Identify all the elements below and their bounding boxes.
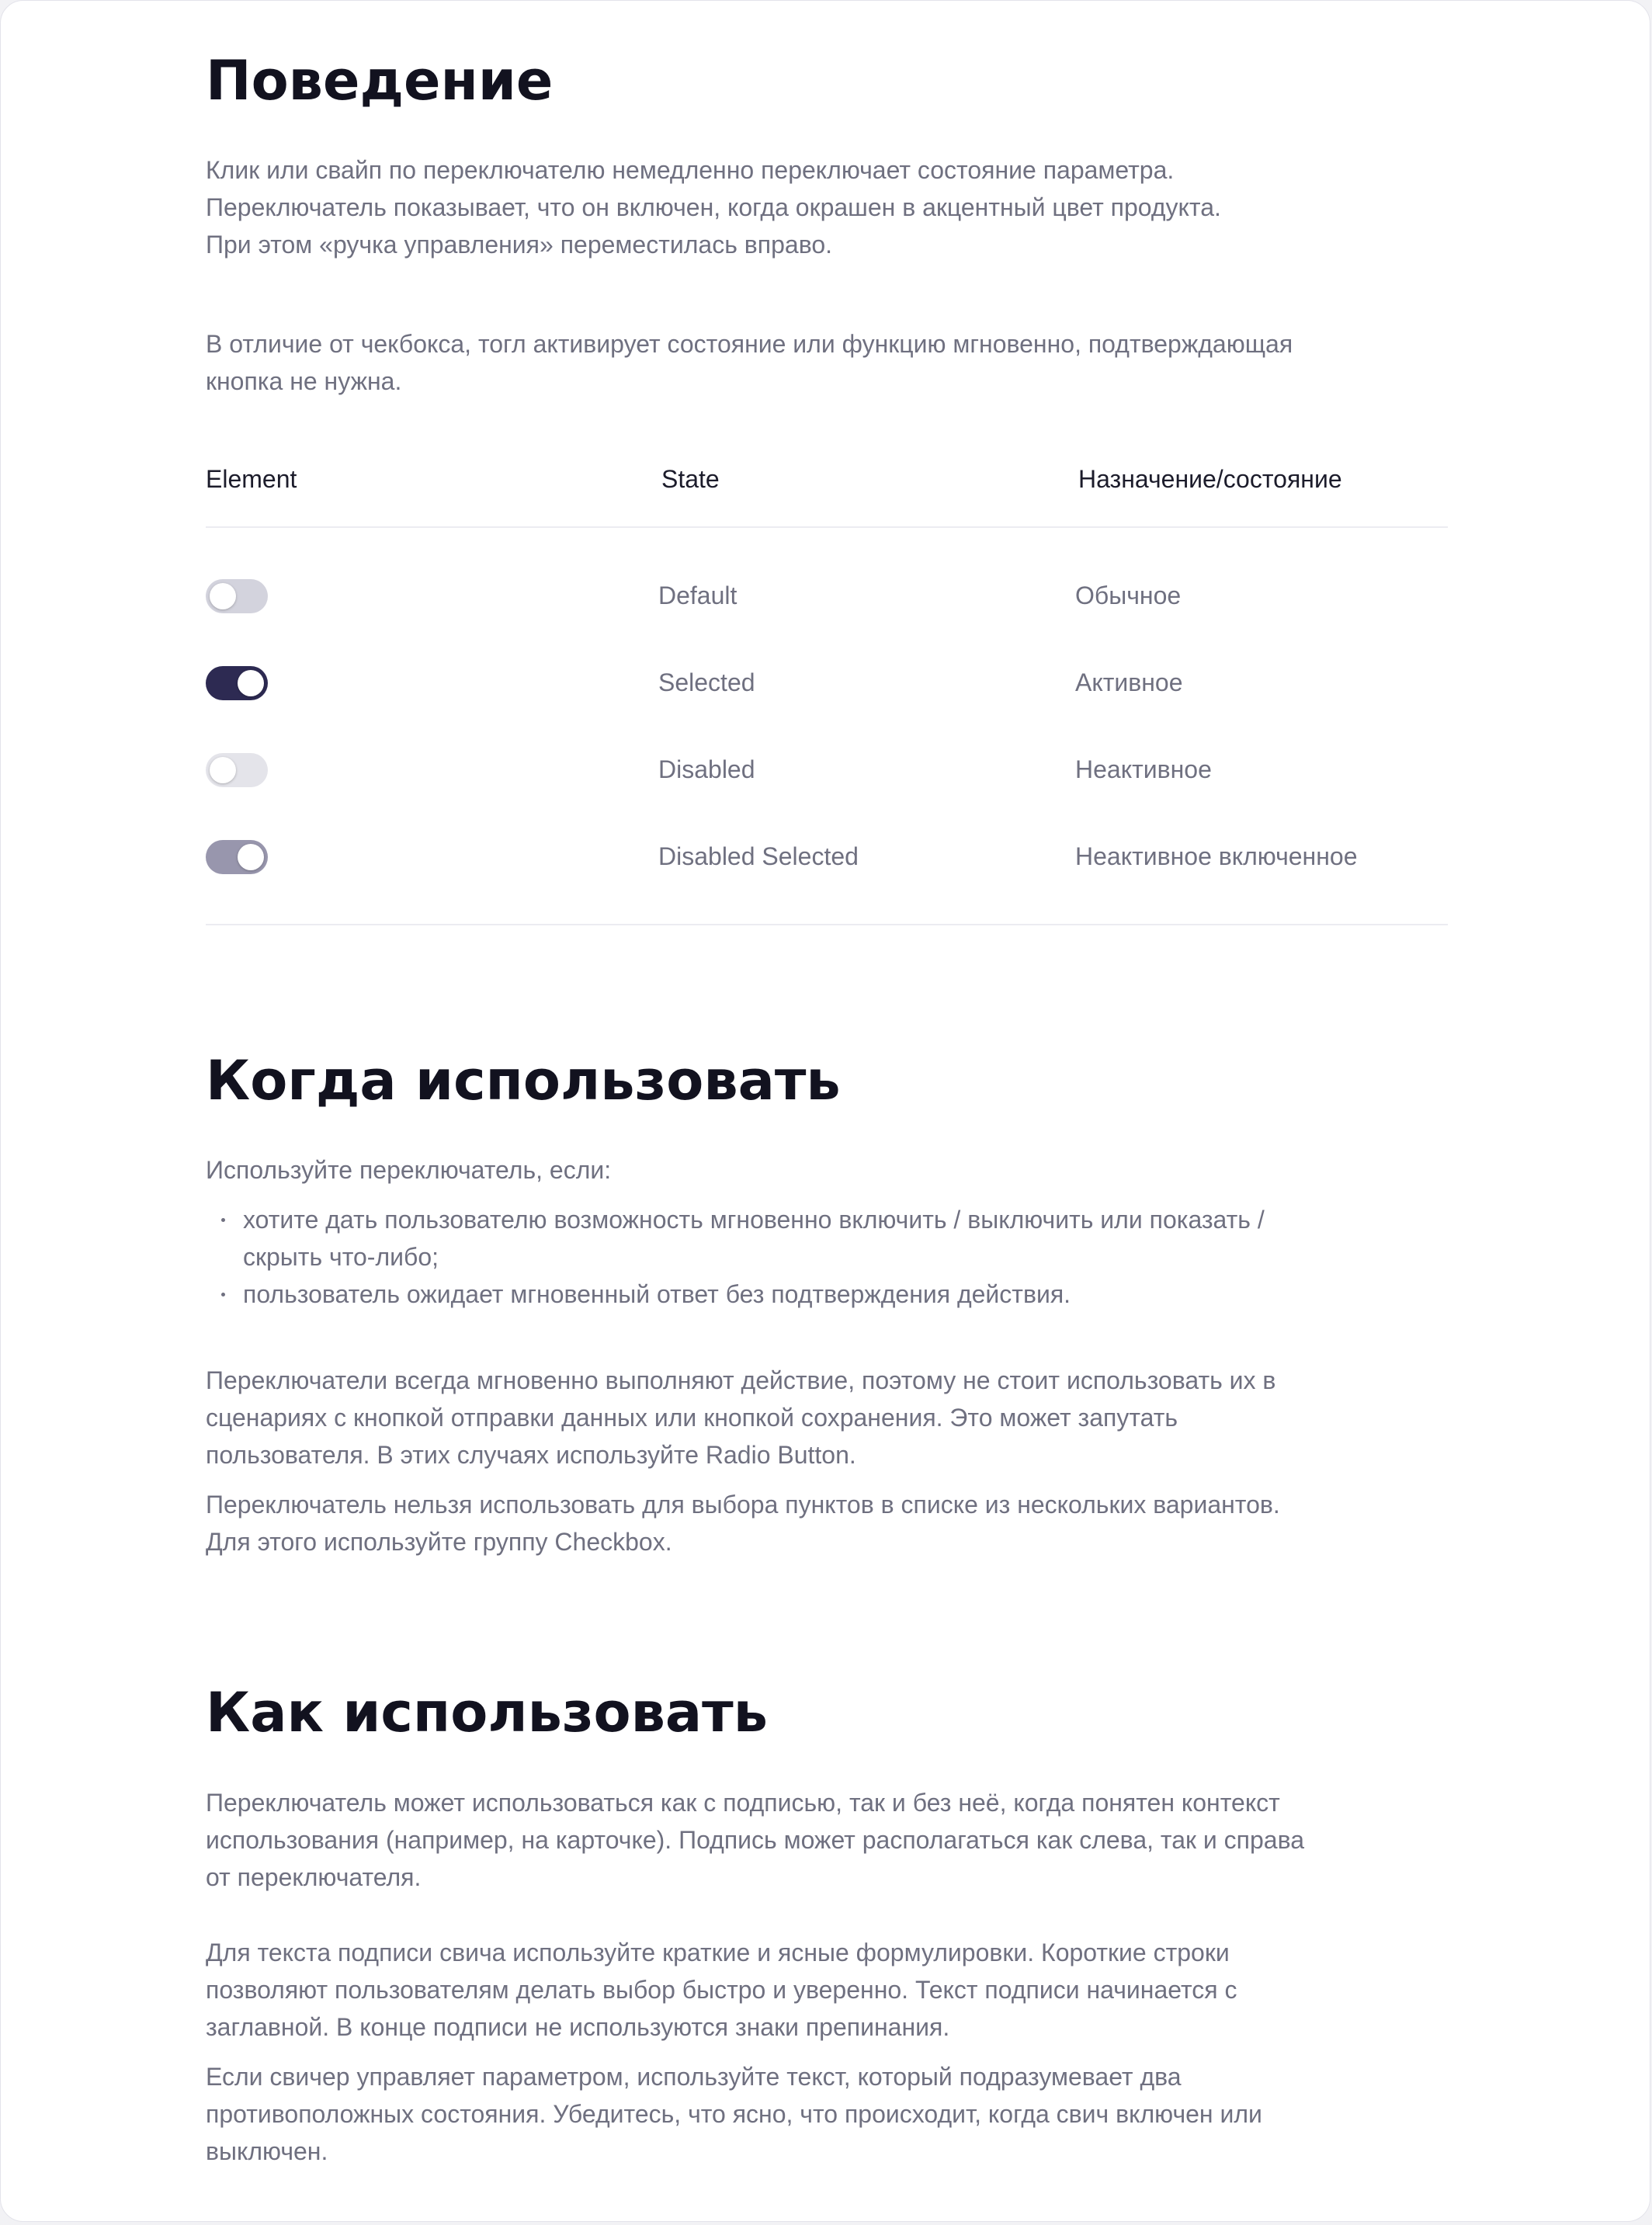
bullet-1-line-2: скрыть что-либо; (243, 1243, 439, 1271)
how-p1-line-1: Переключатель может использоваться как с подписью, так и без неё, когда понятен контекст (206, 1789, 1280, 1817)
how-paragraph-2 (206, 1934, 1448, 2046)
bullet-dot (221, 1218, 225, 1222)
table-row-disabled (206, 748, 1448, 791)
when-intro: Используйте переключатель, если: (206, 1156, 612, 1184)
table-row-selected (206, 661, 1448, 704)
section-title-how: Как использовать (206, 1681, 768, 1744)
how-paragraph-3 (206, 2058, 1448, 2170)
when-p2-line-2: Для этого используйте группу Checkbox. (206, 1528, 672, 1556)
how-p3-line-3: выключен. (206, 2137, 328, 2165)
when-p1-line-2: сценариях с кнопкой отправки данных или кнопкой сохранения. Это может запутать (206, 1404, 1178, 1432)
purpose-cell: Неактивное (1075, 755, 1212, 783)
toggle-knob (210, 583, 236, 609)
behavior-p1-line-3: При этом «ручка управления» переместилась вправо. (206, 231, 833, 259)
toggle-disabled (206, 753, 268, 787)
behavior-p2-line-1: В отличие от чекбокса, тогл активирует состояние или функцию мгновенно, подтверждающая (206, 330, 1293, 358)
toggle-default[interactable] (206, 579, 268, 613)
how-p3-line-2: противоположных состояния. Убедитесь, что ясно, что происходит, когда свич включен или (206, 2100, 1262, 2128)
when-p1-line-3: пользователя. В этих случаях используйте Radio Button. (206, 1441, 856, 1469)
how-p2-line-3: заглавной. В конце подписи не используются знаки препинания. (206, 2013, 950, 2041)
when-bullet-list (206, 1201, 1448, 1313)
behavior-p1-line-2: Переключатель показывает, что он включен, когда окрашен в акцентный цвет продукта. (206, 193, 1221, 221)
behavior-paragraph-1 (206, 151, 1448, 263)
how-p2-line-2: позволяют пользователям делать выбор быстро и уверенно. Текст подписи начинается с (206, 1976, 1237, 2004)
section-title-when: Когда использовать (206, 1049, 841, 1112)
table-row-default (206, 574, 1448, 617)
toggle-knob (210, 757, 236, 783)
when-paragraph-1 (206, 1362, 1448, 1473)
state-cell: Disabled Selected (658, 842, 859, 870)
how-p3-line-1: Если свичер управляет параметром, используйте текст, который подразумевает два (206, 2063, 1182, 2091)
bullet-1-line-1: хотите дать пользователю возможность мгновенно включить / выключить или показать / (243, 1206, 1265, 1234)
purpose-cell: Активное (1075, 668, 1183, 696)
state-cell: Selected (658, 668, 755, 696)
toggle-disabled-selected (206, 840, 268, 874)
purpose-cell: Обычное (1075, 581, 1182, 609)
bullet-dot (221, 1293, 225, 1296)
behavior-p2-line-2: кнопка не нужна. (206, 367, 402, 395)
bullet-2-line-1: пользователь ожидает мгновенный ответ без подтверждения действия. (243, 1280, 1071, 1308)
how-paragraph-1 (206, 1784, 1448, 1896)
header-purpose: Назначение/состояние (1078, 465, 1342, 493)
states-table-header (206, 460, 1448, 498)
when-p2-line-1: Переключатель нельзя использовать для выбора пунктов в списке из нескольких вариантов. (206, 1491, 1280, 1519)
purpose-cell: Неактивное включенное (1075, 842, 1358, 870)
section-title-behavior: Поведение (206, 49, 554, 113)
how-p1-line-2: использования (например, на карточке). Подпись может располагаться как слева, так и справа (206, 1826, 1304, 1854)
behavior-paragraph-2 (206, 325, 1448, 400)
header-state: State (661, 465, 720, 493)
header-element: Element (206, 465, 297, 493)
when-p1-line-1: Переключатели всегда мгновенно выполняют действие, поэтому не стоит использовать их в (206, 1366, 1276, 1394)
list-item (206, 1276, 1448, 1313)
state-cell: Default (658, 581, 738, 609)
table-row-disabled-selected (206, 835, 1448, 878)
toggle-knob (238, 670, 264, 696)
table-divider-top (206, 526, 1448, 528)
state-cell: Disabled (658, 755, 755, 783)
how-p2-line-1: Для текста подписи свича используйте краткие и ясные формулировки. Короткие строки (206, 1939, 1230, 1966)
toggle-knob (238, 844, 264, 870)
list-item (206, 1201, 1448, 1276)
how-p1-line-3: от переключателя. (206, 1863, 422, 1891)
when-paragraph-2 (206, 1486, 1448, 1560)
toggle-selected[interactable] (206, 666, 268, 700)
behavior-p1-line-1: Клик или свайп по переключателю немедленно переключает состояние параметра. (206, 156, 1175, 184)
table-divider-bottom (206, 924, 1448, 925)
